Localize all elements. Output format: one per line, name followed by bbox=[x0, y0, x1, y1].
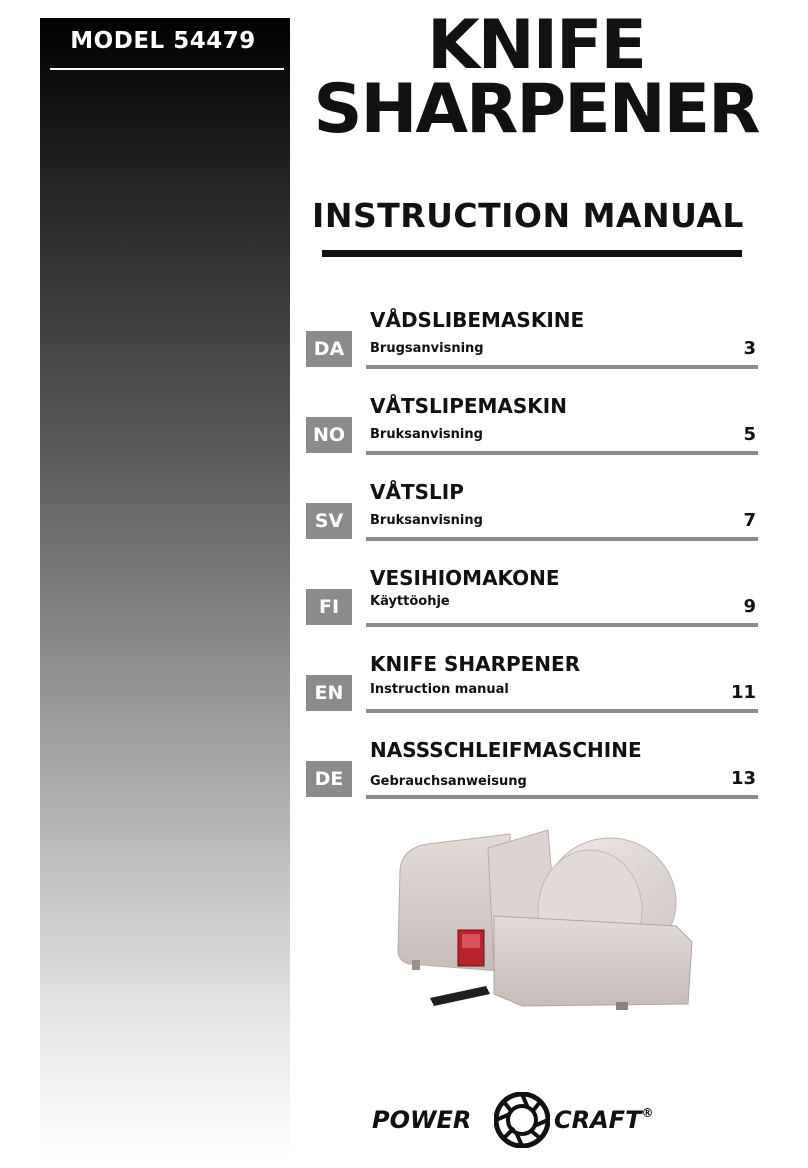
language-subtitle: Käyttöohje bbox=[370, 594, 450, 609]
language-page-number: 9 bbox=[743, 596, 756, 617]
language-code-badge: SV bbox=[306, 503, 352, 539]
language-divider bbox=[366, 709, 758, 713]
powercraft-brand-logo bbox=[370, 1088, 710, 1148]
language-entry-de[interactable] bbox=[306, 738, 758, 802]
page-subtitle: INSTRUCTION MANUAL bbox=[312, 196, 744, 235]
language-title: KNIFE SHARPENER bbox=[370, 652, 581, 676]
language-entry-en[interactable] bbox=[306, 652, 758, 716]
language-code-badge: FI bbox=[306, 589, 352, 625]
language-entry-fi[interactable] bbox=[306, 566, 758, 630]
language-page-number: 11 bbox=[730, 682, 756, 703]
page-title bbox=[296, 6, 776, 149]
language-title: VÅDSLIBEMASKINE bbox=[370, 308, 585, 332]
language-code-badge: EN bbox=[306, 675, 352, 711]
brand-word-craft: CRAFT® bbox=[554, 1106, 654, 1134]
language-code-badge: DE bbox=[306, 761, 352, 797]
language-subtitle: Brugsanvisning bbox=[370, 341, 484, 356]
language-divider bbox=[366, 795, 758, 799]
language-title: NASSSCHLEIFMASCHINE bbox=[370, 738, 642, 762]
knife-sharpener-product-image bbox=[390, 822, 710, 1012]
title-line-1: KNIFE bbox=[427, 6, 645, 85]
language-subtitle: Bruksanvisning bbox=[370, 427, 483, 442]
title-line-2: SHARPENER bbox=[313, 70, 759, 149]
language-page-number: 5 bbox=[743, 424, 756, 445]
language-page-number: 7 bbox=[743, 510, 756, 531]
language-subtitle: Bruksanvisning bbox=[370, 513, 483, 528]
registered-mark: ® bbox=[641, 1106, 654, 1120]
language-title: VESIHIOMAKONE bbox=[370, 566, 560, 590]
language-subtitle: Gebrauchsanweisung bbox=[370, 774, 527, 789]
language-divider bbox=[366, 623, 758, 627]
title-divider bbox=[322, 250, 742, 257]
model-number: MODEL 54479 bbox=[70, 28, 256, 54]
language-page-number: 3 bbox=[743, 338, 756, 359]
language-subtitle: Instruction manual bbox=[370, 682, 509, 697]
language-entry-sv[interactable] bbox=[306, 480, 758, 544]
model-divider bbox=[50, 68, 284, 70]
language-page-number: 13 bbox=[730, 768, 756, 789]
language-title: VÅTSLIPEMASKIN bbox=[370, 394, 567, 418]
language-title: VÅTSLIP bbox=[370, 480, 464, 504]
aperture-logo-icon bbox=[494, 1092, 550, 1148]
language-divider bbox=[366, 365, 758, 369]
language-entry-da[interactable] bbox=[306, 308, 758, 372]
language-divider bbox=[366, 537, 758, 541]
language-divider bbox=[366, 451, 758, 455]
language-code-badge: NO bbox=[306, 417, 352, 453]
language-code-badge: DA bbox=[306, 331, 352, 367]
brand-word-power: POWER bbox=[372, 1106, 472, 1134]
sidebar-gradient-panel bbox=[40, 18, 290, 1158]
language-entry-no[interactable] bbox=[306, 394, 758, 458]
